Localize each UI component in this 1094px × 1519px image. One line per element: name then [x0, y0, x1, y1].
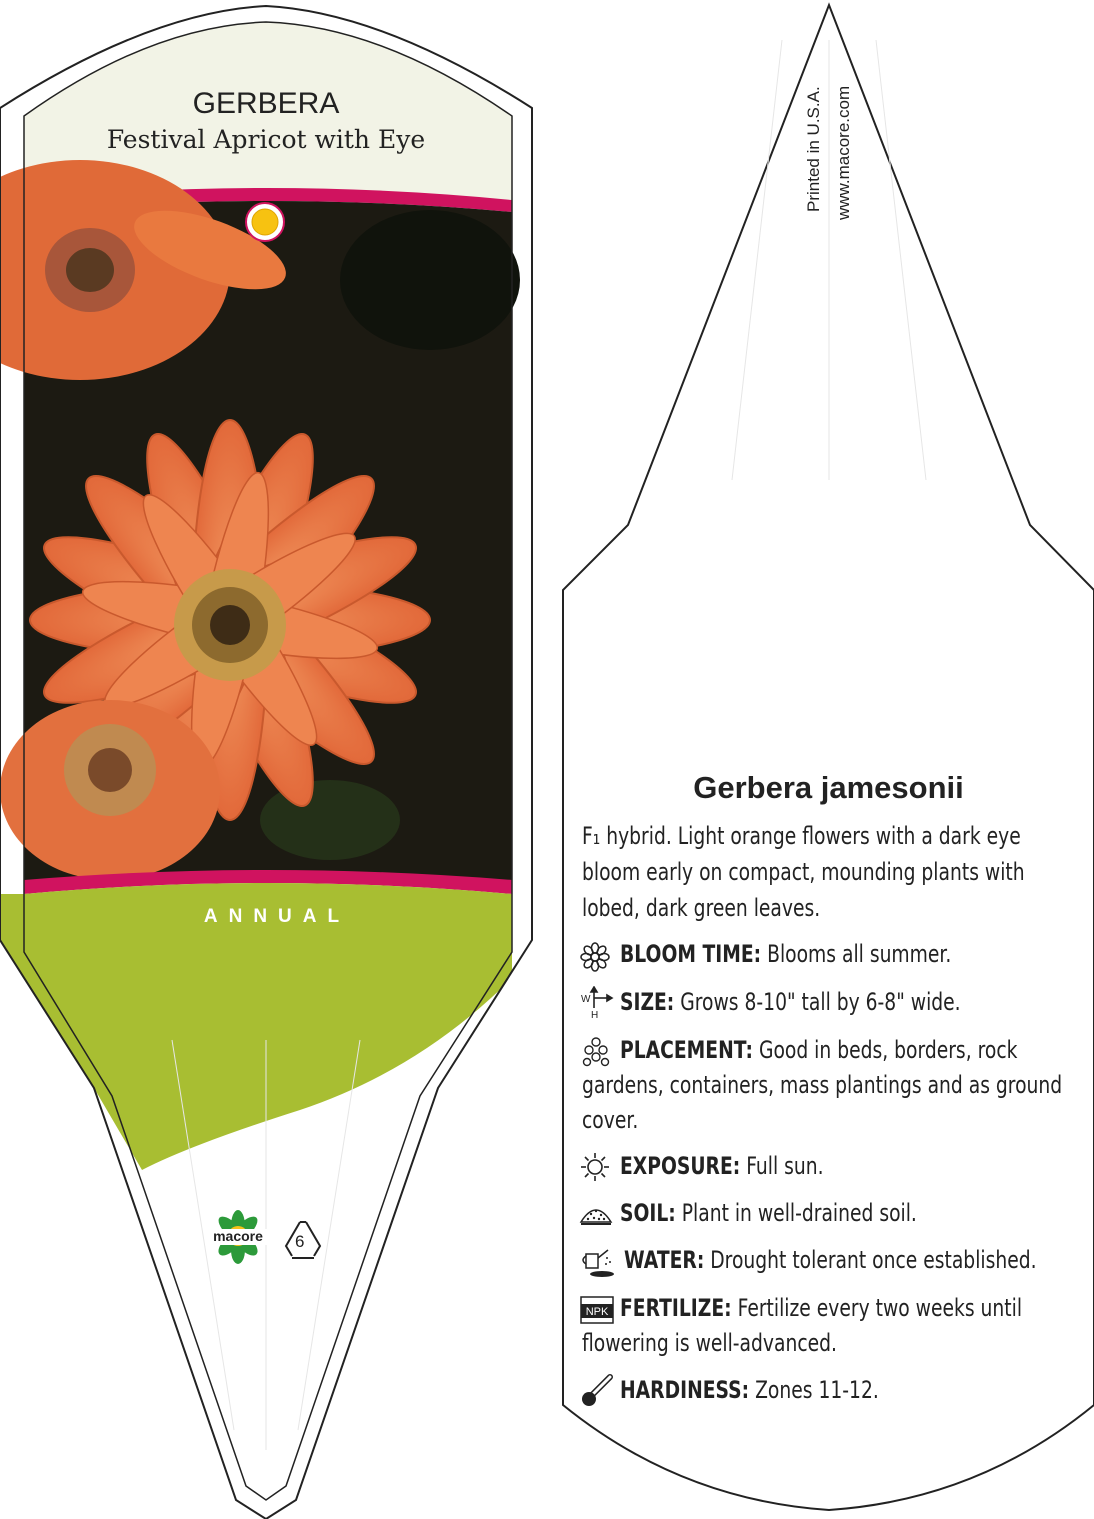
npk-text: NPK — [585, 1306, 609, 1318]
hardiness-label: HARDINESS: — [620, 1376, 750, 1404]
description-line: bloom early on compact, mounding plants with — [582, 858, 1025, 886]
size-row — [620, 988, 961, 1016]
species-name: Gerbera jamesonii — [693, 770, 964, 805]
size-icon-w: W — [581, 994, 591, 1005]
placement-value: Good in beds, borders, rock — [758, 1036, 1018, 1064]
macore-logo-text: macore — [213, 1228, 263, 1244]
thermometer-icon — [580, 1374, 614, 1408]
fertilize-line: flowering is well-advanced. — [582, 1329, 837, 1357]
bloom-time-row — [620, 940, 951, 968]
placement-line: gardens, containers, mass plantings and as ground — [582, 1071, 1063, 1099]
printed-in: Printed in U.S.A. — [804, 86, 823, 212]
website: www.macore.com — [834, 85, 853, 220]
soil-label: SOIL: — [620, 1199, 676, 1227]
description-line: lobed, dark green leaves. — [582, 894, 821, 922]
bloom-time-label: BLOOM TIME: — [620, 940, 762, 968]
plants-icon — [580, 1036, 612, 1068]
water-row — [624, 1246, 1037, 1274]
description-line: F₁ hybrid. Light orange flowers with a dark eye — [582, 822, 1021, 850]
category-label: ANNUAL — [203, 906, 351, 927]
soil-row — [620, 1199, 917, 1227]
exposure-row — [620, 1152, 824, 1180]
fertilize-value: Fertilize every two weeks until — [737, 1294, 1023, 1322]
variety-name: Festival Apricot with Eye — [106, 125, 426, 154]
exposure-label: EXPOSURE: — [620, 1152, 741, 1180]
placement-label: PLACEMENT: — [620, 1036, 753, 1064]
water-label: WATER: — [624, 1246, 705, 1274]
hardiness-value: Zones 11-12. — [755, 1376, 879, 1404]
watering-can-icon — [580, 1244, 616, 1278]
size-arrows-icon — [580, 986, 614, 1020]
placement-line: cover. — [582, 1106, 639, 1134]
size-label: SIZE: — [620, 988, 675, 1016]
hardiness-row — [620, 1376, 879, 1404]
flower-photo — [0, 160, 520, 886]
water-value: Drought tolerant once established. — [710, 1246, 1037, 1274]
flower-icon — [580, 942, 610, 972]
sun-icon — [580, 1152, 610, 1182]
recycle-code: 6 — [295, 1232, 305, 1251]
exposure-value: Full sun. — [746, 1152, 824, 1180]
placement-row — [620, 1036, 1017, 1064]
soil-value: Plant in well-drained soil. — [681, 1199, 917, 1227]
size-icon-h: H — [591, 1010, 599, 1020]
plant-name: GERBERA — [192, 87, 340, 120]
fertilize-row — [620, 1294, 1022, 1322]
size-value: Grows 8-10" tall by 6-8" wide. — [680, 988, 961, 1016]
npk-icon — [580, 1294, 614, 1324]
soil-icon — [579, 1198, 613, 1228]
bloom-time-value: Blooms all summer. — [767, 940, 952, 968]
fertilize-label: FERTILIZE: — [620, 1294, 732, 1322]
